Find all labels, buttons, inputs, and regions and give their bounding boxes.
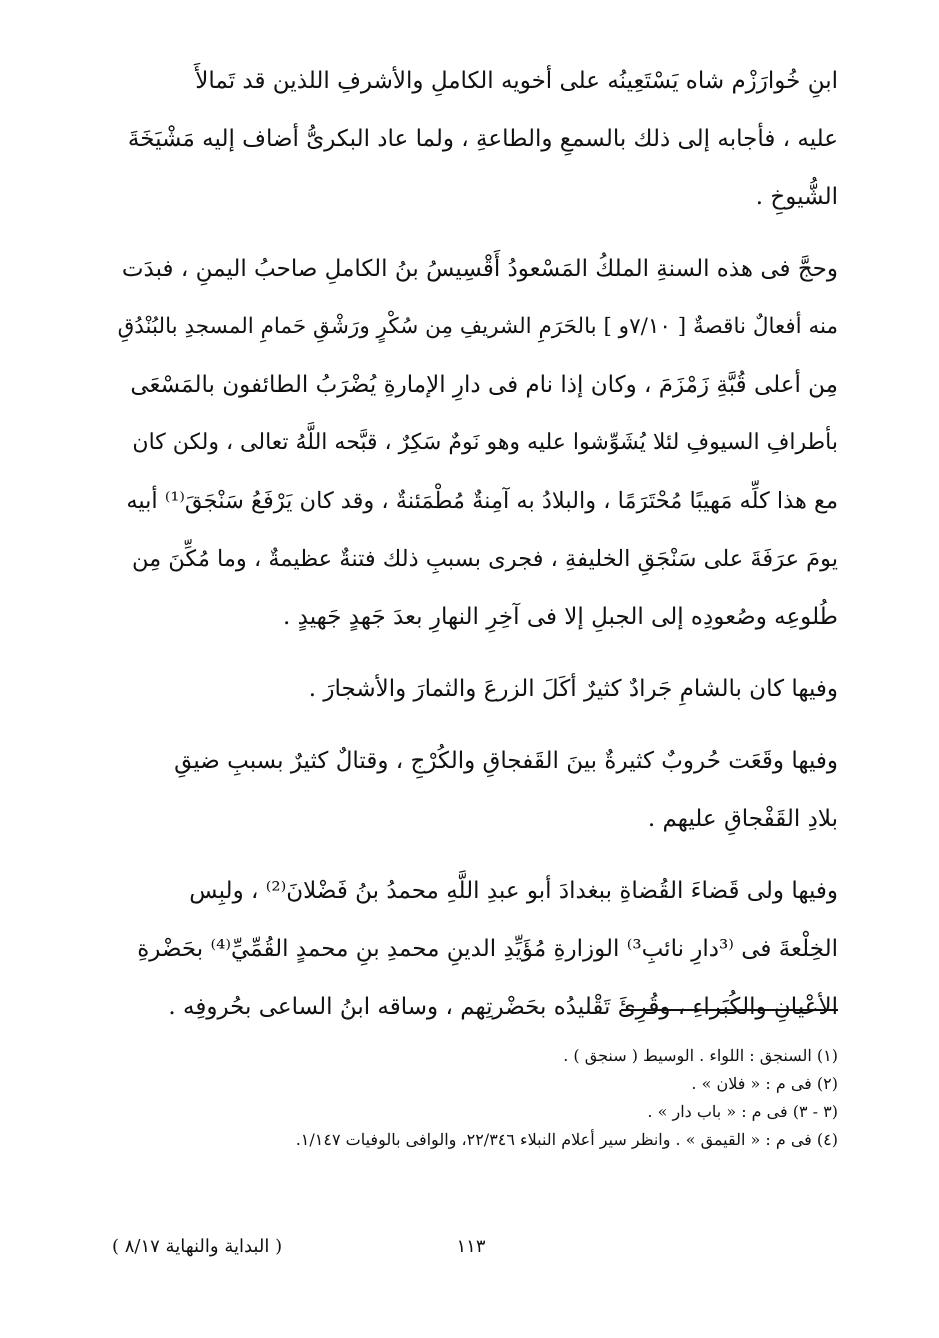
paragraph (118, 732, 838, 848)
text-line: الأعْيانِ والكُبَراءِ ، وقُرِئَ تَقْليدُه بحَضْرتِهم ، وساقه ابنُ الساعى بحُروفِه . (168, 994, 838, 1020)
footnotes (170, 1042, 838, 1154)
text-line: الخِلْعةَ فى ⁽³دارِ نائبِ³⁾ الوزارةِ مُؤَيِّدِ الدينِ محمدِ بنِ محمدٍ القُمِّيِّ⁽⁴⁾ بحَضْرةِ (137, 936, 838, 962)
paragraph (118, 52, 838, 226)
footnote: (١) السنجق : اللواء . الوسيط ( سنجق ) . (563, 1046, 838, 1065)
footnote-separator (621, 1009, 838, 1011)
text-line: بلادِ القَفْجاقِ عليهم . (647, 806, 838, 832)
text-line: منه أفعالٌ ناقصةٌ [ ٧/١٠و ] بالحَرَمِ الشريفِ مِن سُكْرٍ ورَشْقِ حَمامِ المسجدِ بالبُنْدُقِ (118, 314, 838, 339)
footnote: (٢) فى م : « فلان » . (691, 1074, 838, 1093)
text-line: وفيها ولى قَضاءَ القُضاةِ ببغدادَ أبو عبدِ اللَّهِ محمدُ بنُ فَضْلانَ⁽²⁾ ، ولبِس (189, 878, 838, 904)
text-line: وفيها كان بالشامِ جَرادٌ كثيرٌ أكَلَ الزرعَ والثمارَ والأشجارَ . (308, 676, 838, 702)
text-line: مِن أعلى قُبَّةِ زَمْزَمَ ، وكان إذا نام فى دارِ الإمارةِ يُضْرَبُ الطائفون بالمَسْعَى (130, 372, 838, 398)
text-line: وفيها وقَعَت حُروبٌ كثيرةٌ بينَ القَفجاقِ والكُرْجِ ، وقتالٌ كثيرٌ بسببِ ضيقِ (174, 748, 838, 774)
text-line: ابنِ خُوارَزْم شاه يَسْتَعِينُه على أخويه الكاملِ والأشرفِ اللذين قد تَمالأَ (195, 68, 838, 94)
text-line: مع هذا كلِّه مَهيبًا مُحْتَرَمًا ، والبلادُ به آمِنةٌ مُطْمَئنةٌ ، وقد كان يَرْفَعُ سَنْجَقَ⁽¹⁾ أبيه (126, 488, 838, 514)
text-line: عليه ، فأجابه إلى ذلك بالسمعِ والطاعةِ ، ولما عاد البكرىُّ أضاف إليه مَشْيَخَةَ (127, 126, 838, 152)
footnote: (٣ - ٣) فى م : « باب دار » . (647, 1102, 838, 1121)
text-line: يومَ عرَفَةَ على سَنْجَقِ الخليفةِ ، فجرى بسببِ ذلك فتنةٌ عظيمةٌ ، وما مُكِّنَ مِن (131, 546, 838, 572)
text-line: طُلوعِه وصُعودِه إلى الجبلِ إلا فى آخِرِ النهارِ بعدَ جَهدٍ جَهيدٍ . (283, 604, 838, 630)
text-line: وحجَّ فى هذه السنةِ الملكُ المَسْعودُ أَقْسِيسُ بنُ الكاملِ صاحبُ اليمنِ ، فبدَت (121, 256, 838, 282)
paragraph (118, 660, 838, 718)
text-line: بأطرافِ السيوفِ لئلا يُشَوِّشوا عليه وهو نَومٌ سَكِرٌ ، قبَّحه اللَّهُ تعالى ، ولكن كان (132, 430, 838, 455)
main-text (118, 52, 838, 1036)
book-signature: ( البداية والنهاية ٨/١٧ ) (112, 1236, 283, 1257)
page-number: ١١٣ (456, 1236, 486, 1257)
paragraph (118, 240, 838, 646)
footnote: (٤) فى م : « القيمق » . وانظر سير أعلام النبلاء ٢٢/٣٤٦، والوافى بالوفيات ١/١٤٧. (295, 1130, 838, 1149)
text-line: الشُّيوخِ . (755, 184, 838, 210)
